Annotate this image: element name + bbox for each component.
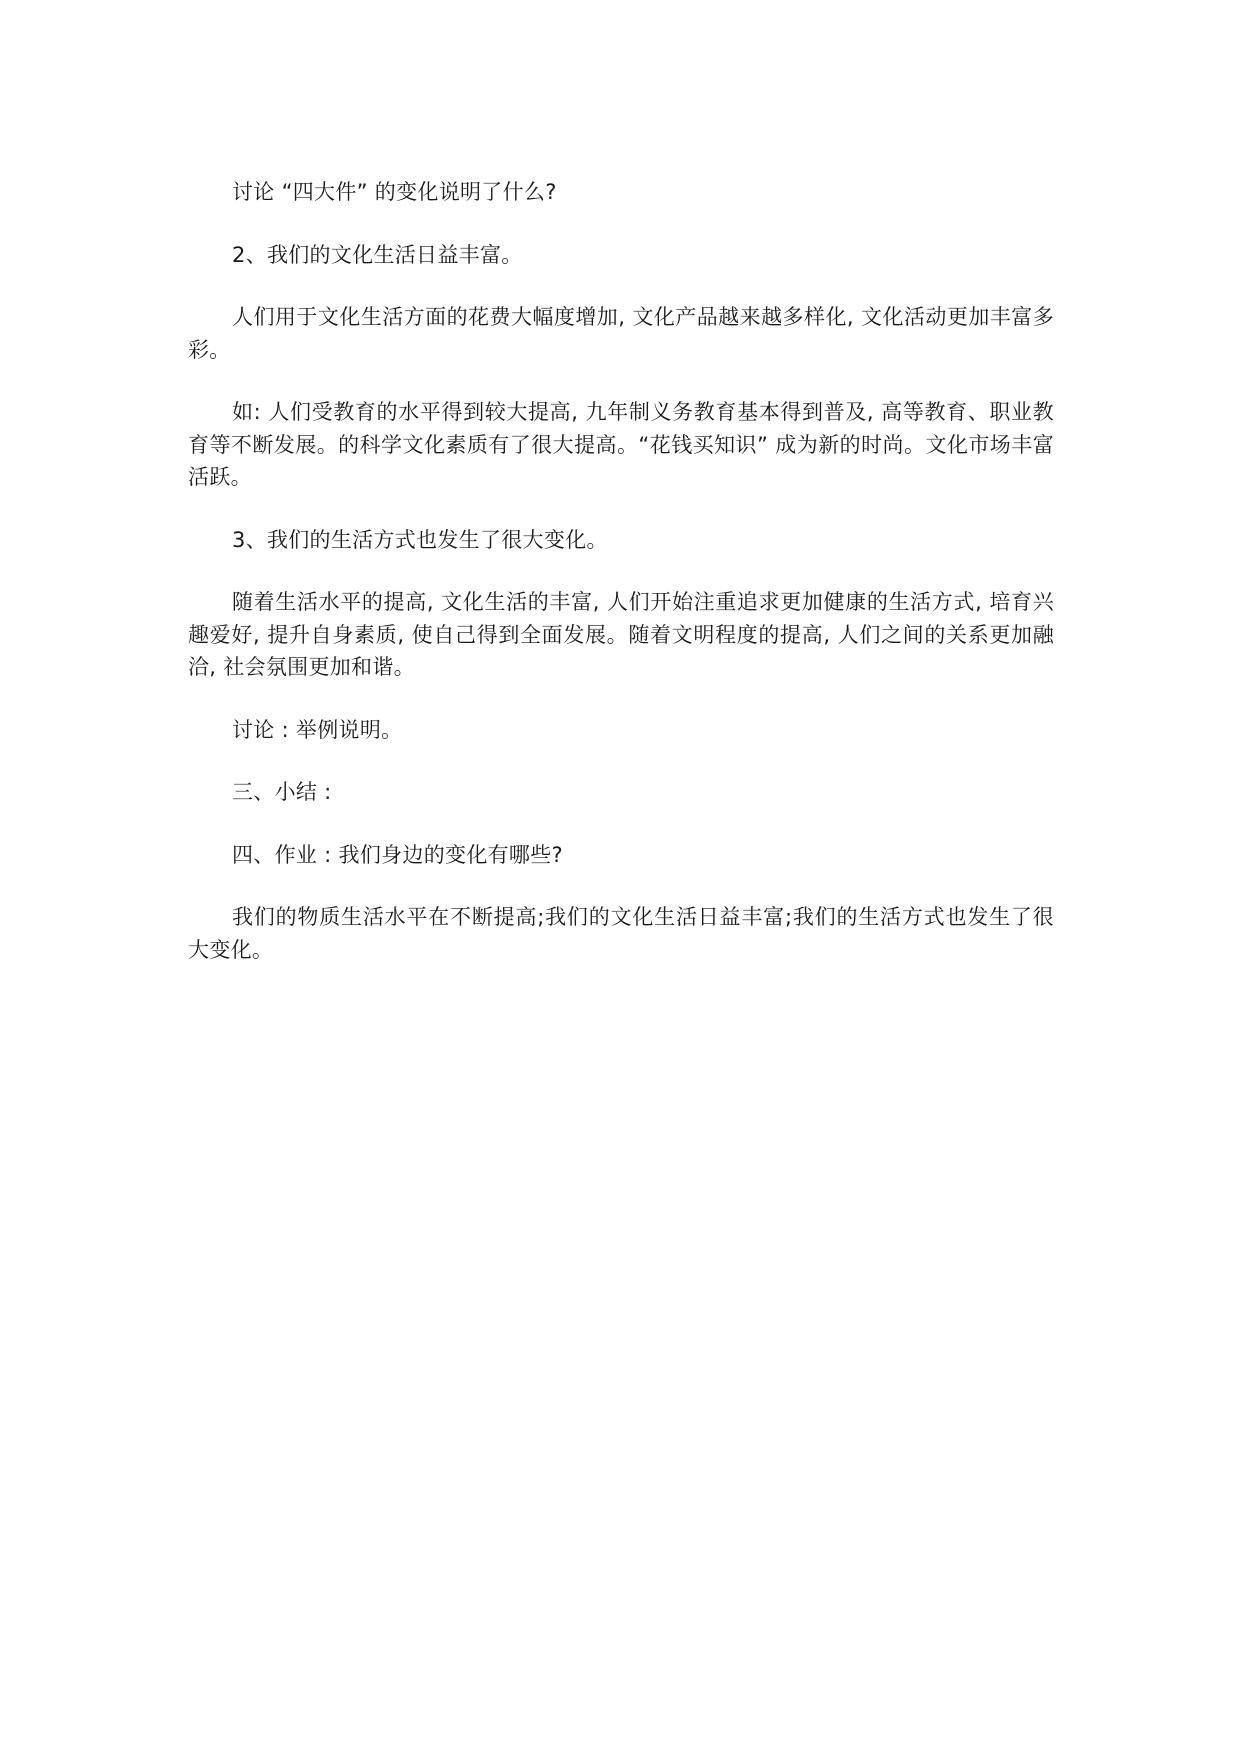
- education-example-paragraph: 如: 人们受教育的水平得到较大提高, 九年制义务教育基本得到普及, 高等教育、职业教育等不断发展。的科学文化素质有了很大提高。“花钱买知识” 成为新的时尚。文化市场丰富活跃。: [188, 400, 1054, 489]
- document-body: [188, 176, 1054, 996]
- conclusion-paragraph: 我们的物质生活水平在不断提高;我们的文化生活日益丰富;我们的生活方式也发生了很大变化。: [188, 905, 1054, 962]
- lifestyle-change-paragraph: 随着生活水平的提高, 文化生活的丰富, 人们开始注重追求更加健康的生活方式, 培育兴趣爱好, 提升自身素质, 使自己得到全面发展。随着文明程度的提高, 人们之间的关系更加融洽, 社会氛围更加和谐。: [188, 590, 1054, 679]
- section-3-heading: 3、我们的生活方式也发生了很大变化。: [232, 527, 608, 552]
- discussion-examples-paragraph: 讨论 : 举例说明。: [232, 717, 403, 742]
- section-2-heading: 2、我们的文化生活日益丰富。: [232, 242, 523, 267]
- homework-heading: 四、作业 : 我们身边的变化有哪些?: [232, 842, 563, 867]
- cultural-spending-paragraph: 人们用于文化生活方面的花费大幅度增加, 文化产品越来越多样化, 文化活动更加丰富多彩。: [188, 305, 1054, 362]
- discussion-question-paragraph: 讨论 “四大件” 的变化说明了什么?: [232, 180, 557, 204]
- summary-heading: 三、小结 :: [232, 780, 332, 804]
